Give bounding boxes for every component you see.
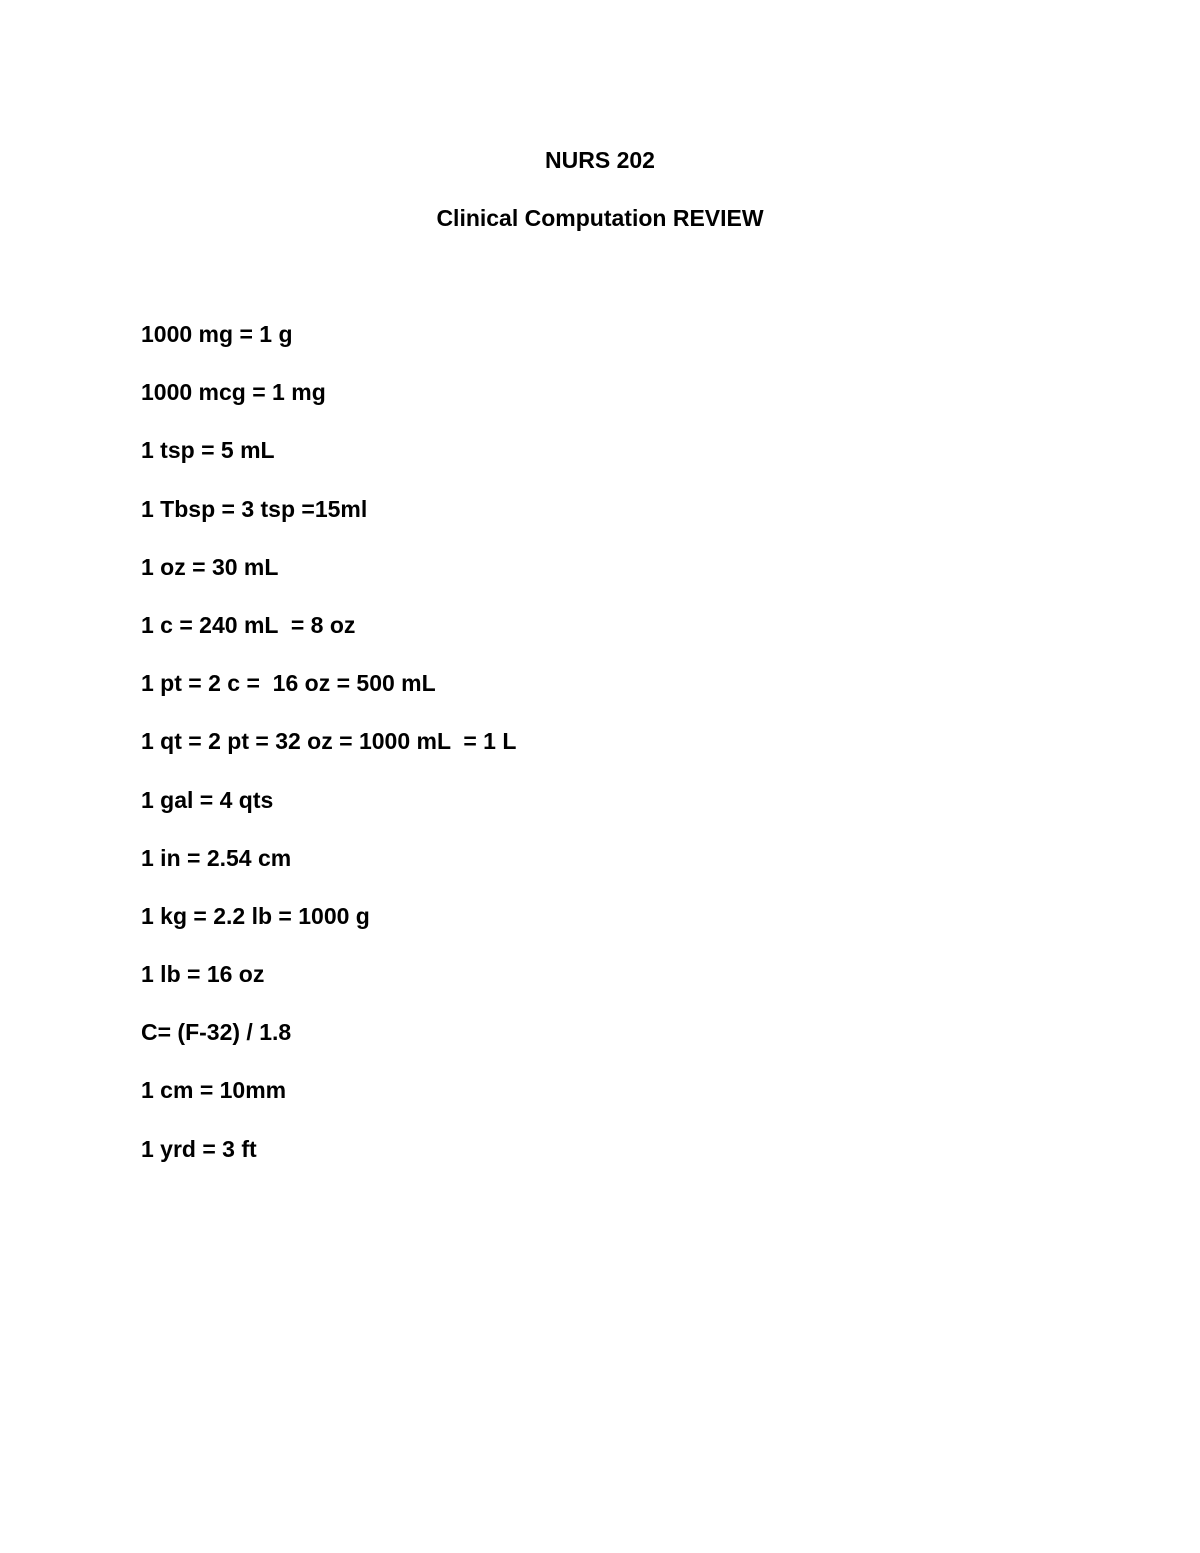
conversion-item: 1 gal = 4 qts bbox=[141, 786, 274, 813]
course-code-heading: NURS 202 bbox=[545, 147, 655, 173]
conversion-item: 1 yrd = 3 ft bbox=[141, 1135, 257, 1162]
conversion-item: 1 oz = 30 mL bbox=[141, 553, 279, 580]
conversion-item: 1000 mcg = 1 mg bbox=[141, 379, 326, 406]
conversion-item: 1 lb = 16 oz bbox=[141, 961, 265, 988]
conversion-item: C= (F-32) / 1.8 bbox=[141, 1019, 292, 1046]
conversion-item: 1 qt = 2 pt = 32 oz = 1000 mL = 1 L bbox=[141, 728, 517, 755]
conversion-item: 1000 mg = 1 g bbox=[141, 321, 293, 347]
document-title: Clinical Computation REVIEW bbox=[436, 205, 764, 231]
conversion-item: 1 kg = 2.2 lb = 1000 g bbox=[141, 902, 370, 929]
conversion-item: 1 pt = 2 c = 16 oz = 500 mL bbox=[141, 670, 436, 697]
conversion-item: 1 cm = 10mm bbox=[141, 1077, 287, 1104]
conversion-item: 1 tsp = 5 mL bbox=[141, 437, 275, 464]
conversion-item: 1 in = 2.54 cm bbox=[141, 844, 292, 871]
conversion-list bbox=[141, 319, 516, 1192]
conversion-item: 1 Tbsp = 3 tsp =15ml bbox=[141, 495, 368, 522]
conversion-item: 1 c = 240 mL = 8 oz bbox=[141, 611, 356, 638]
